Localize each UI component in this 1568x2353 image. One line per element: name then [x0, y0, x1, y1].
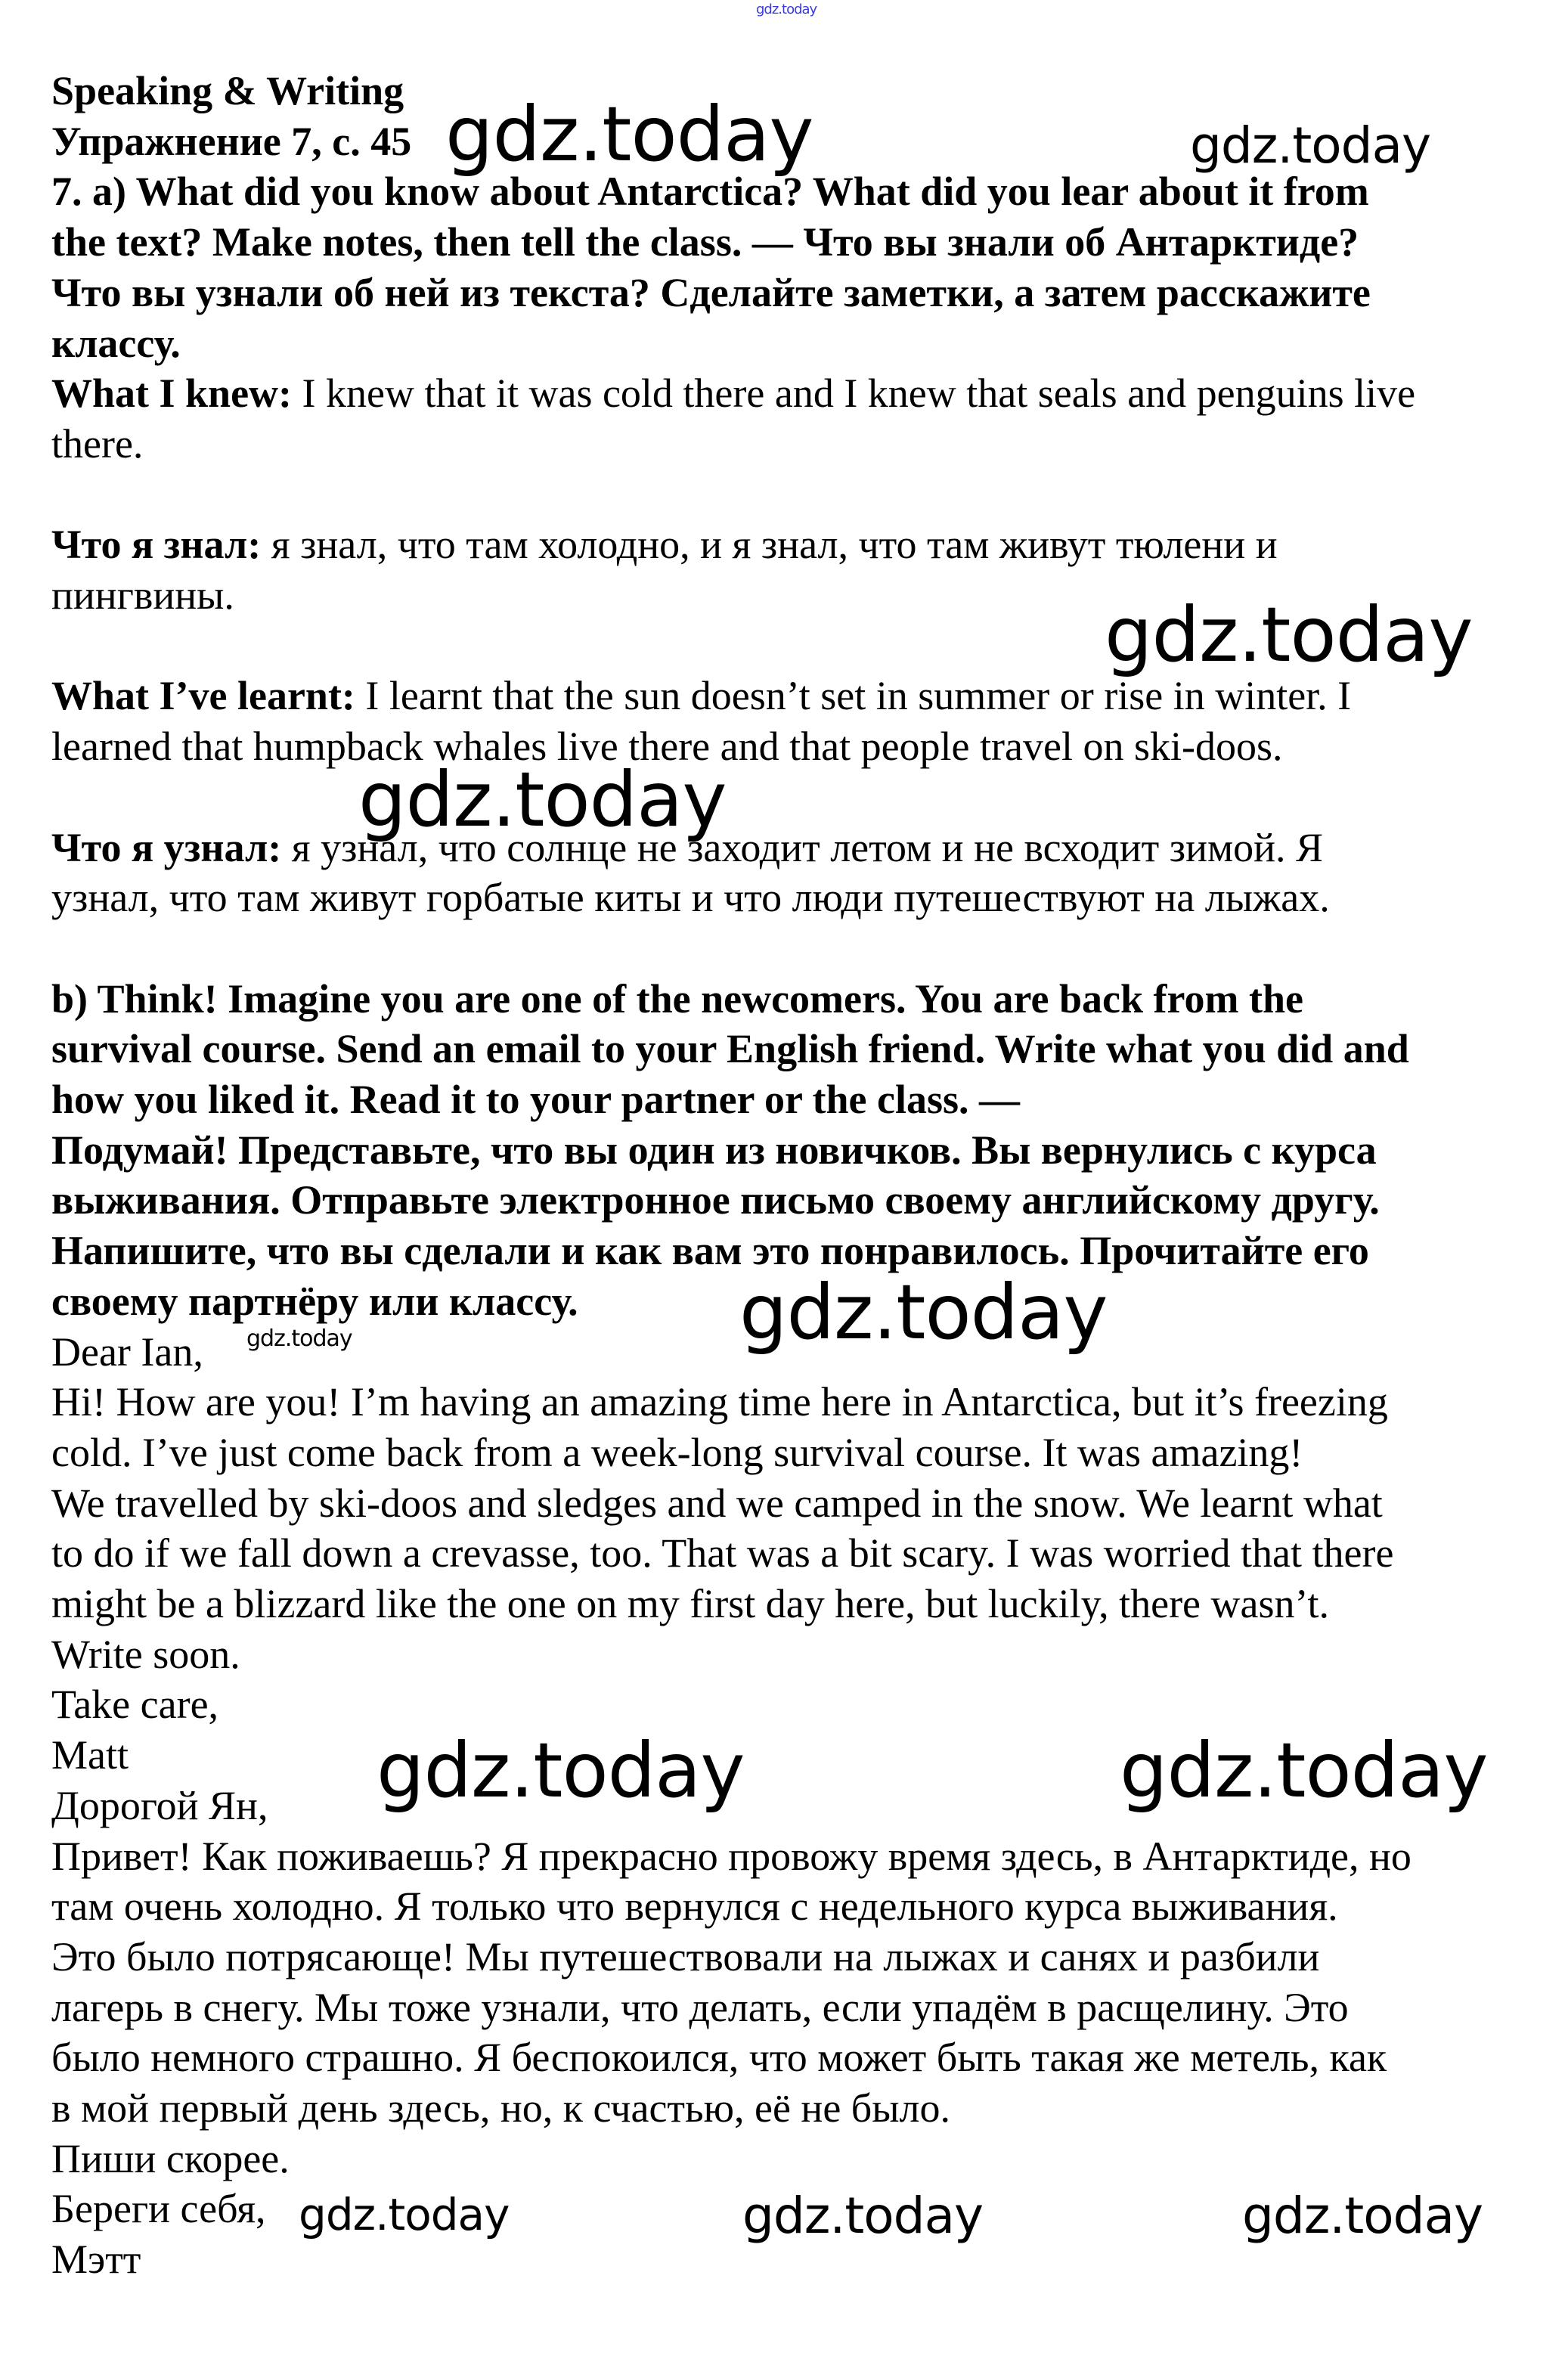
watermark: gdz.today	[377, 1726, 745, 1815]
text-line	[51, 2234, 141, 2285]
text-line	[51, 721, 1282, 772]
bold-text: Speaking & Writing	[51, 68, 404, 113]
text-line	[51, 974, 1303, 1025]
text-line	[51, 1983, 1349, 2033]
text-line	[51, 1831, 1412, 1882]
body-text: Matt	[51, 1732, 129, 1778]
body-text: Пиши скорее.	[51, 2135, 290, 2181]
body-text: Hi! How are you! I’m having an amazing time here in Antarctica, but it’s freezing	[51, 1379, 1388, 1425]
text-line	[51, 368, 1415, 419]
bold-text: What I knew:	[51, 370, 293, 417]
text-line	[51, 1125, 1377, 1176]
text-line	[51, 671, 1351, 721]
body-text: лагерь в снегу. Мы тоже узнали, что делать, если упадём в расщелину. Это	[51, 1984, 1349, 2030]
body-text: в мой первый день здесь, но, к счастью, её не было.	[51, 2085, 951, 2131]
watermark: gdz.today	[756, 2, 817, 17]
text-line	[51, 1478, 1383, 1529]
text-line	[51, 1377, 1388, 1428]
watermark: gdz.today	[1105, 591, 1473, 679]
watermark: gdz.today	[246, 1325, 352, 1352]
bold-text: Что вы узнали об ней из текста? Сделайте заметки, а затем расскажите	[51, 269, 1371, 315]
text-line	[51, 1276, 578, 1327]
body-text: Береги себя,	[51, 2186, 266, 2232]
bold-text: survival course. Send an email to your English friend. Write what you did and	[51, 1026, 1409, 1072]
text-line	[51, 1327, 203, 1378]
body-text: Dear Ian,	[51, 1328, 203, 1375]
bold-text: the text? Make notes, then tell the class. — Что вы знали об Антарктиде?	[51, 219, 1359, 265]
text-line	[51, 873, 1330, 923]
text-line	[51, 519, 1278, 570]
body-text: there.	[51, 420, 144, 467]
text-line	[51, 1781, 268, 1831]
text-line	[51, 2083, 950, 2134]
watermark: gdz.today	[1242, 2187, 1483, 2245]
body-text: Привет! Как поживаешь? Я прекрасно провожу время здесь, в Антарктиде, но	[51, 1833, 1412, 1879]
text-line	[51, 823, 1323, 873]
text-line	[51, 2032, 1387, 2083]
text-line	[51, 2134, 290, 2184]
bold-text: how you liked it. Read it to your partner or the class. —	[51, 1077, 1021, 1122]
body-text: learned that humpback whales live there and that people travel on ski-doos.	[51, 724, 1283, 770]
body-text: там очень холодно. Я только что вернулся с недельного курса выживания.	[51, 1883, 1338, 1930]
text-line	[51, 1175, 1380, 1226]
text-line	[51, 1024, 1409, 1074]
body-text: было немного страшно. Я беспокоился, что может быть такая же метель, как	[51, 2035, 1387, 2081]
watermark: gdz.today	[1120, 1726, 1488, 1815]
text-line	[51, 1226, 1369, 1276]
body-text: cold. I’ve just come back from a week-long survival course. It was amazing!	[51, 1429, 1303, 1475]
body-text: Take care,	[51, 1682, 219, 1728]
body-text: я знал, что там холодно, и я знал, что там живут тюлени и	[261, 522, 1278, 568]
bold-text: Напишите, что вы сделали и как вам это понравилось. Прочитайте его	[51, 1228, 1369, 1274]
body-text: to do if we fall down a crevasse, too. That was a bit scary. I was worried that there	[51, 1530, 1394, 1576]
bold-text: Что я узнал:	[51, 824, 282, 870]
watermark: gdz.today	[739, 1268, 1108, 1356]
text-line	[51, 1074, 1020, 1125]
bold-text: Подумай! Представьте, что вы один из новичков. Вы вернулись с курса	[51, 1127, 1377, 1173]
watermark: gdz.today	[742, 2187, 984, 2245]
text-line	[51, 1679, 218, 1730]
body-text: I learnt that the sun doesn’t set in summer or rise in winter. I	[355, 673, 1352, 719]
body-text: Мэтт	[51, 2237, 141, 2283]
bold-text: своему партнёру или классу.	[51, 1278, 578, 1324]
body-text: Это было потрясающе! Мы путешествовали на лыжах и санях и разбили	[51, 1933, 1320, 1979]
text-line	[51, 1932, 1319, 1983]
text-line	[51, 217, 1359, 268]
text-line	[51, 1579, 1329, 1629]
bold-text: 7. a) What did you know about Antarctica? What did you lear about it from	[51, 169, 1369, 215]
text-line	[51, 318, 181, 369]
text-line	[51, 1730, 129, 1781]
bold-text: Упражнение 7, с. 45	[51, 118, 412, 164]
text-line	[51, 268, 1371, 318]
body-text: я узнал, что солнце не заходит летом и не всходит зимой. Я	[281, 824, 1324, 870]
watermark: gdz.today	[358, 755, 727, 844]
body-text: узнал, что там живут горбатые киты и что люди путешествуют на лыжах.	[51, 875, 1330, 921]
body-text: I knew that it was cold there and I knew that seals and penguins live	[292, 370, 1416, 417]
bold-text: b) Think! Imagine you are one of the newcomers. You are back from the	[51, 975, 1303, 1021]
text-line	[51, 419, 143, 470]
watermark: gdz.today	[1190, 116, 1431, 175]
text-line	[51, 2184, 266, 2234]
text-line	[51, 1528, 1393, 1579]
text-line	[51, 166, 1369, 217]
text-line	[51, 570, 234, 621]
body-text: might be a blizzard like the one on my first day here, but luckily, there wasn’t.	[51, 1581, 1330, 1626]
body-text: Дорогой Ян,	[51, 1782, 268, 1828]
text-line	[51, 116, 411, 167]
text-line	[51, 1629, 240, 1680]
watermark: gdz.today	[299, 2189, 510, 2240]
bold-text: классу.	[51, 320, 181, 366]
body-text: Write soon.	[51, 1631, 240, 1677]
text-line	[51, 1428, 1303, 1478]
text-line	[51, 66, 404, 116]
bold-text: What I’ve learnt:	[51, 673, 355, 719]
bold-text: выживания. Отправьте электронное письмо своему английскому другу.	[51, 1177, 1380, 1223]
watermark: gdz.today	[445, 90, 813, 178]
body-text: We travelled by ski-doos and sledges and we camped in the snow. We learnt what	[51, 1480, 1383, 1526]
bold-text: Что я знал:	[51, 522, 262, 568]
body-text: пингвины.	[51, 572, 234, 618]
text-line	[51, 1881, 1338, 1932]
